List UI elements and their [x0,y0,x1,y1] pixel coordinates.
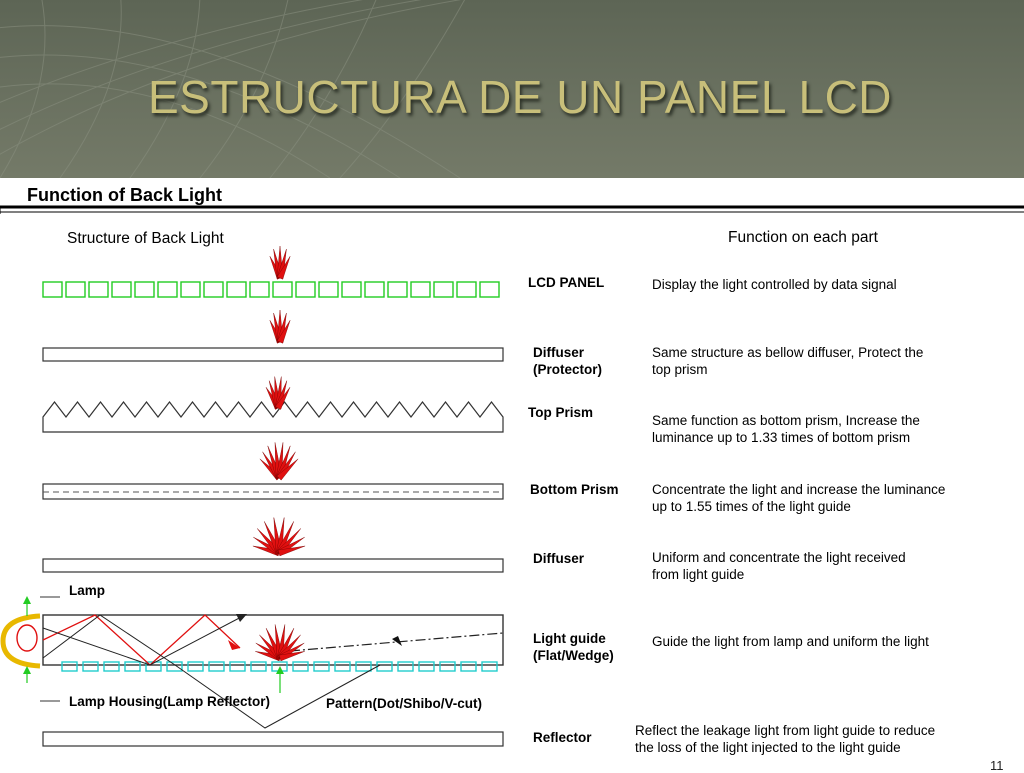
lcd-cell [480,282,499,297]
part-name-diffuser-protector: Diffuser (Protector) [533,345,603,377]
diagram-heading: Function of Back Light [27,185,222,205]
lcd-cell [411,282,430,297]
part-desc-diffuser-protector: Same structure as bellow diffuser, Protect the top prism [652,345,924,377]
backlight-diagram [0,178,1024,768]
part-desc-bottom-prism: Concentrate the light and increase the luminance up to 1.55 times of the light guide [652,482,946,514]
lcd-cell [434,282,453,297]
slide-title: ESTRUCTURA DE UN PANEL LCD [148,71,893,123]
heading-rule [0,206,1024,214]
diffuser-layer [43,559,503,572]
part-desc-diffuser: Uniform and concentrate the light received from light guide [652,550,906,582]
lcd-cell [273,282,292,297]
lcd-cell [135,282,154,297]
part-name-top-prism: Top Prism [528,405,594,420]
part-name-lcd-panel: LCD PANEL [528,275,605,290]
lamp-housing-label: Lamp Housing(Lamp Reflector) [69,694,271,709]
lcd-cell [66,282,85,297]
slide-header [0,0,1024,178]
light-burst [270,246,290,279]
lcd-cell [89,282,108,297]
part-name-diffuser: Diffuser [533,551,585,566]
function-heading: Function on each part [728,229,878,246]
lcd-cell [43,282,62,297]
part-desc-lcd-panel: Display the light controlled by data signal [652,277,897,292]
lcd-panel-layer [43,282,499,297]
lcd-cell [250,282,269,297]
slide-content [0,178,1024,773]
part-name-reflector: Reflector [533,730,592,745]
lcd-cell [342,282,361,297]
reflector-layer [43,732,503,746]
lcd-cell [204,282,223,297]
lcd-cell [319,282,338,297]
light-bursts [253,246,305,661]
part-desc-reflector: Reflect the leakage light from light guide to reduce the loss of the light injected to the light guide [635,723,936,755]
structure-heading: Structure of Back Light [67,230,224,247]
light-burst [270,310,290,343]
bottom-prism-layer [43,484,503,499]
lcd-cell [365,282,384,297]
part-desc-top-prism: Same function as bottom prism, Increase the luminance up to 1.33 times of bottom prism [652,413,920,445]
lcd-cell [181,282,200,297]
light-burst [253,518,305,556]
lcd-cell [388,282,407,297]
part-name-bottom-prism: Bottom Prism [530,482,619,497]
pattern-label: Pattern(Dot/Shibo/V-cut) [326,696,482,711]
lcd-cell [457,282,476,297]
page-number: 11 [990,758,1004,773]
lamp-label: Lamp [69,583,106,598]
lcd-cell [296,282,315,297]
part-desc-light-guide: Guide the light from lamp and uniform the light [652,634,929,649]
lcd-cell [112,282,131,297]
part-name-light-guide: Light guide (Flat/Wedge) [533,631,614,663]
light-burst [260,442,298,480]
diffuser-protector-layer [43,348,503,361]
top-prism-layer [43,402,503,432]
lcd-cell [227,282,246,297]
lcd-cell [158,282,177,297]
